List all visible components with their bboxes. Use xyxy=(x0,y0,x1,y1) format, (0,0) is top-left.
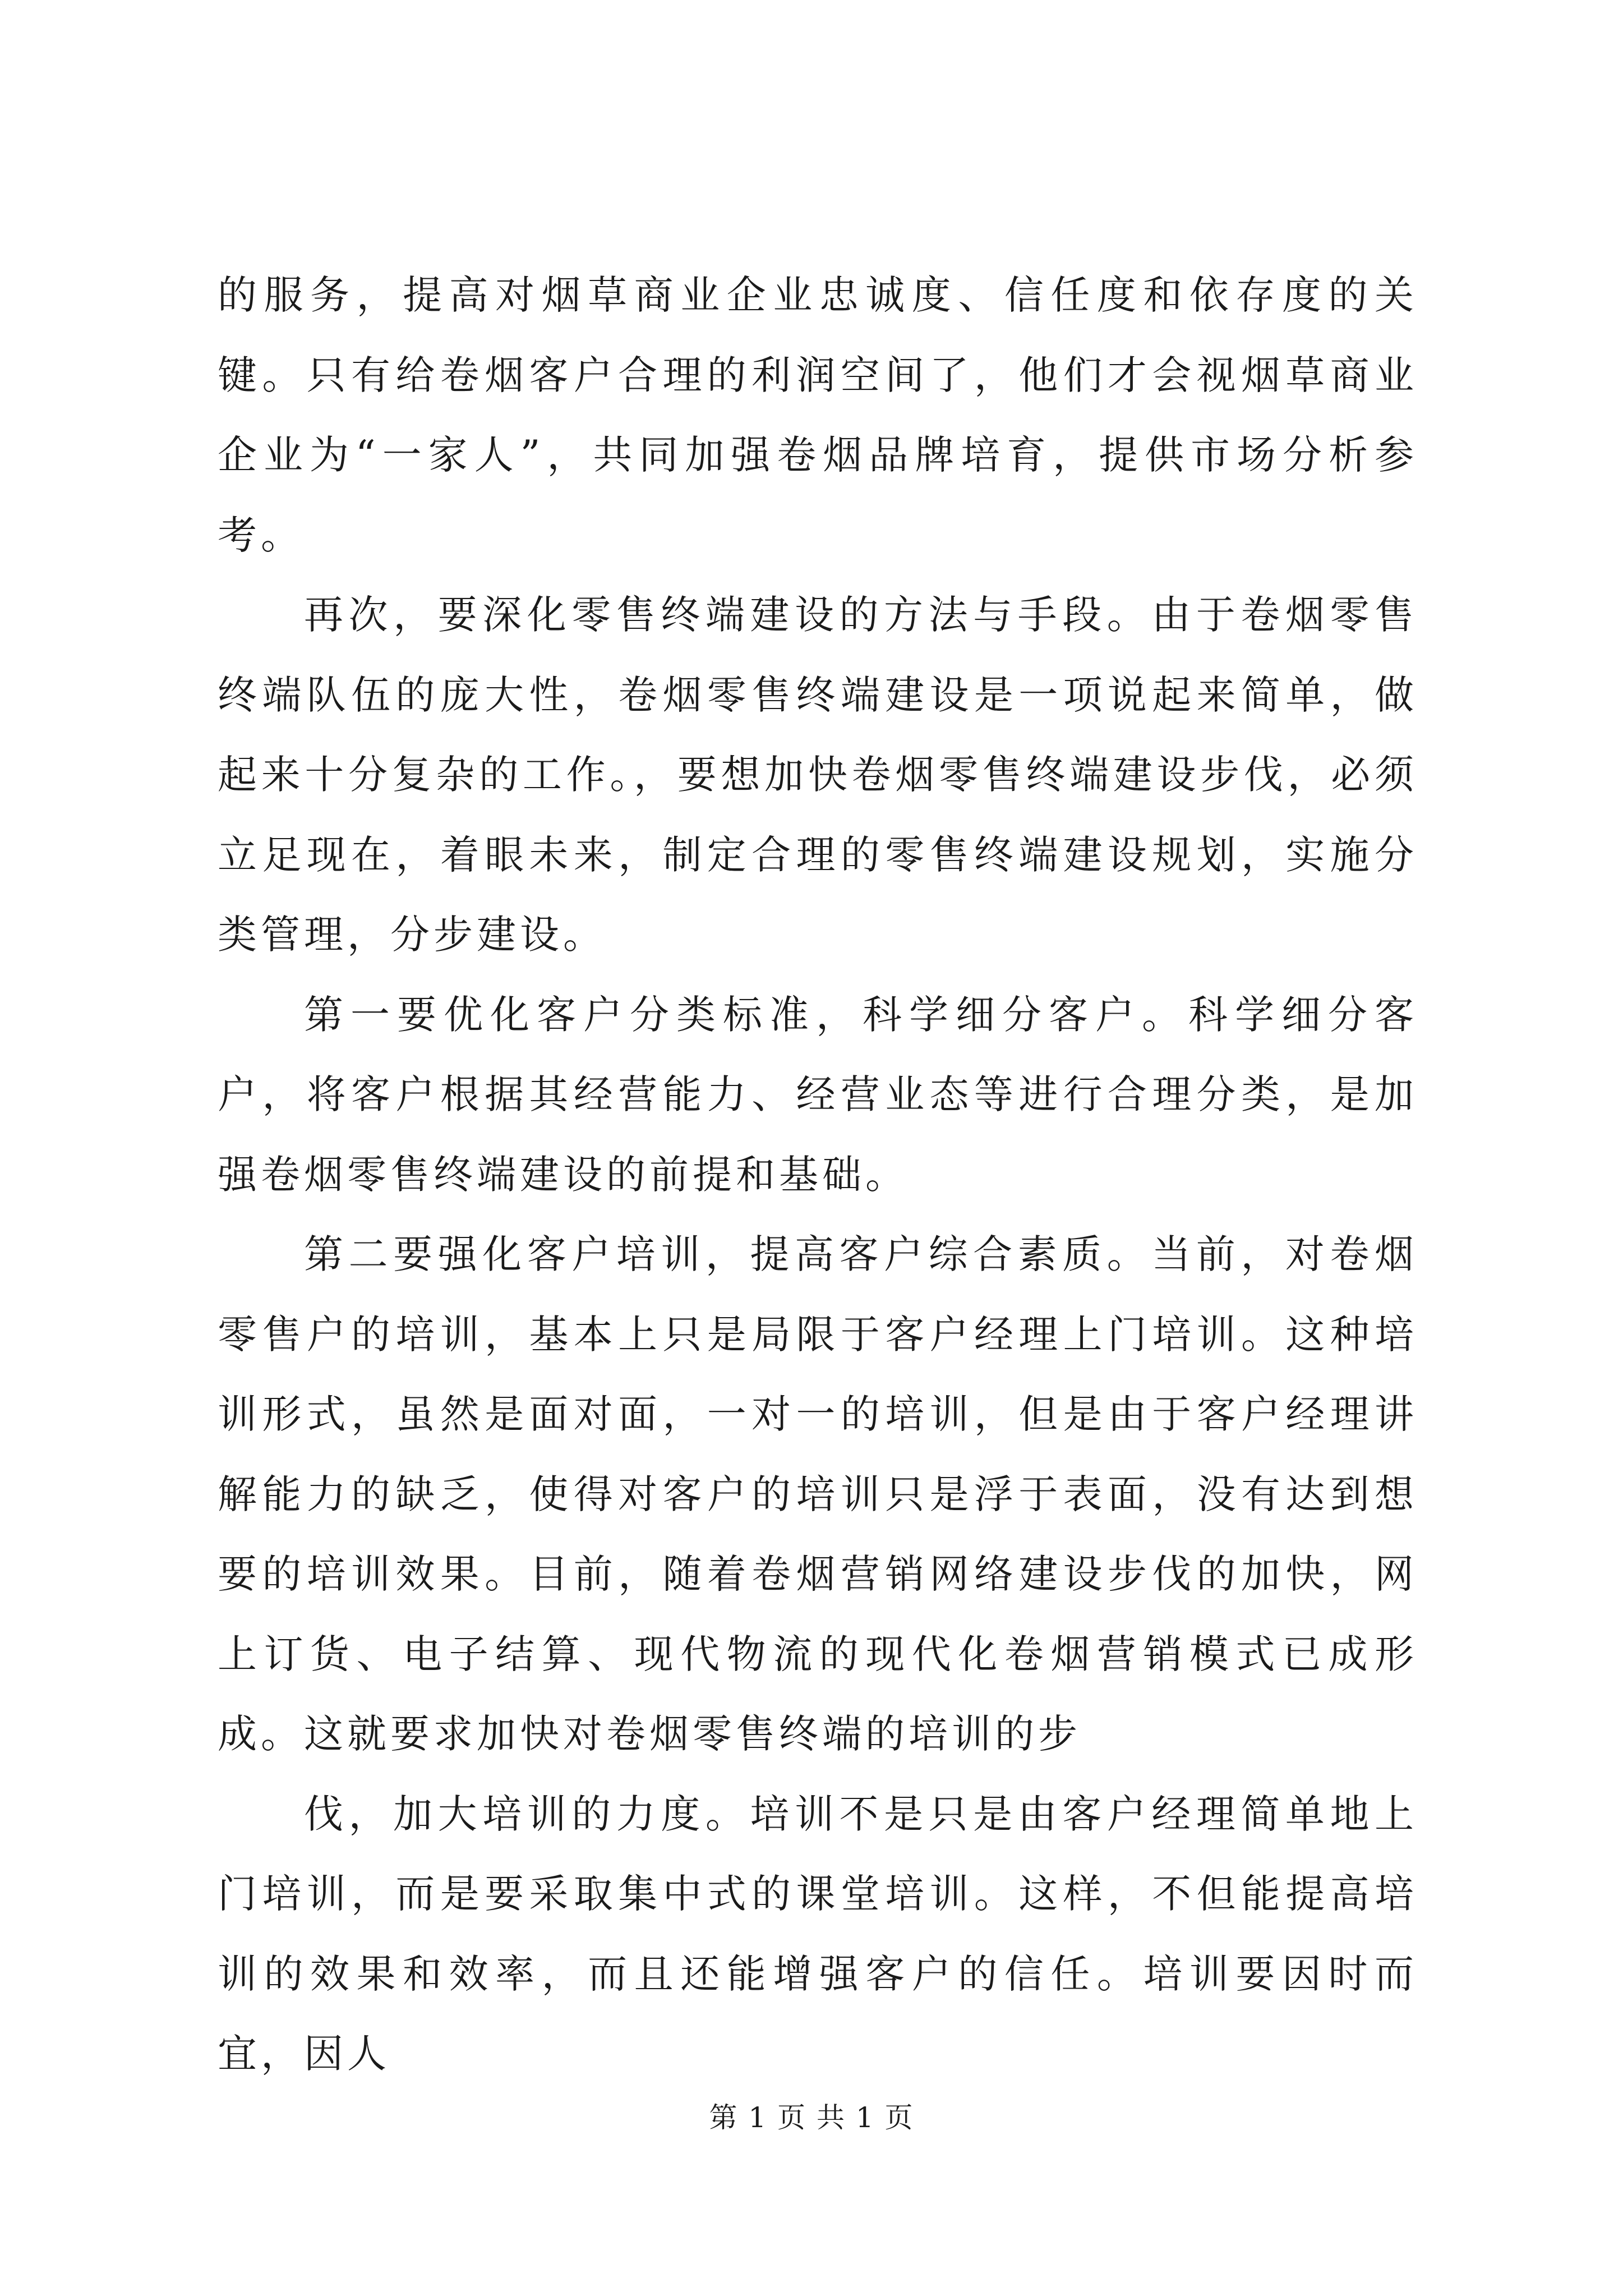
paragraph-3: 第一要优化客户分类标准，科学细分客户。科学细分客户，将客户根据其经营能力、经营业态等进行合理分类，是加强卷烟零售终端建设的前提和基础。 xyxy=(218,991,1418,1198)
paragraph-5: 伐，加大培训的力度。培训不是只是由客户经理简单地上门培训，而是要采取集中式的课堂培训。这样，不但能提高培训的效果和效率，而且还能增强客户的信任。培训要因时而宜，因人 xyxy=(218,1791,1418,2077)
paragraph-1: 的服务，提高对烟草商业企业忠诚度、信任度和依存度的关键。只有给卷烟客户合理的利润空间了，他们才会视烟草商业企业为“一家人”，共同加强卷烟品牌培育，提供市场分析参考。 xyxy=(218,272,1418,558)
paragraph-4: 第二要强化客户培训，提高客户综合素质。当前，对卷烟零售户的培训，基本上只是局限于客户经理上门培训。这种培训形式，虽然是面对面，一对一的培训，但是由于客户经理讲解能力的缺乏，使得对客户的培训只是浮于表面，没有达到想要的培训效果。目前，随着卷烟营销网络建设步伐的加快，网上订货、电子结算、现代物流的现代化卷烟营销模式已成形成。这就要求加快对卷烟零售终端的培训的步 xyxy=(218,1231,1418,1757)
document-body xyxy=(218,255,1418,2094)
paragraph-2: 再次，要深化零售终端建设的方法与手段。由于卷烟零售终端队伍的庞大性，卷烟零售终端建设是一项说起来简单，做起来十分复杂的工作。，要想加快卷烟零售终端建设步伐，必须立足现在，着眼未来，制定合理的零售终端建设规划，实施分类管理，分步建设。 xyxy=(218,592,1418,958)
page-footer: 第 1 页 共 1 页 xyxy=(709,2101,914,2134)
